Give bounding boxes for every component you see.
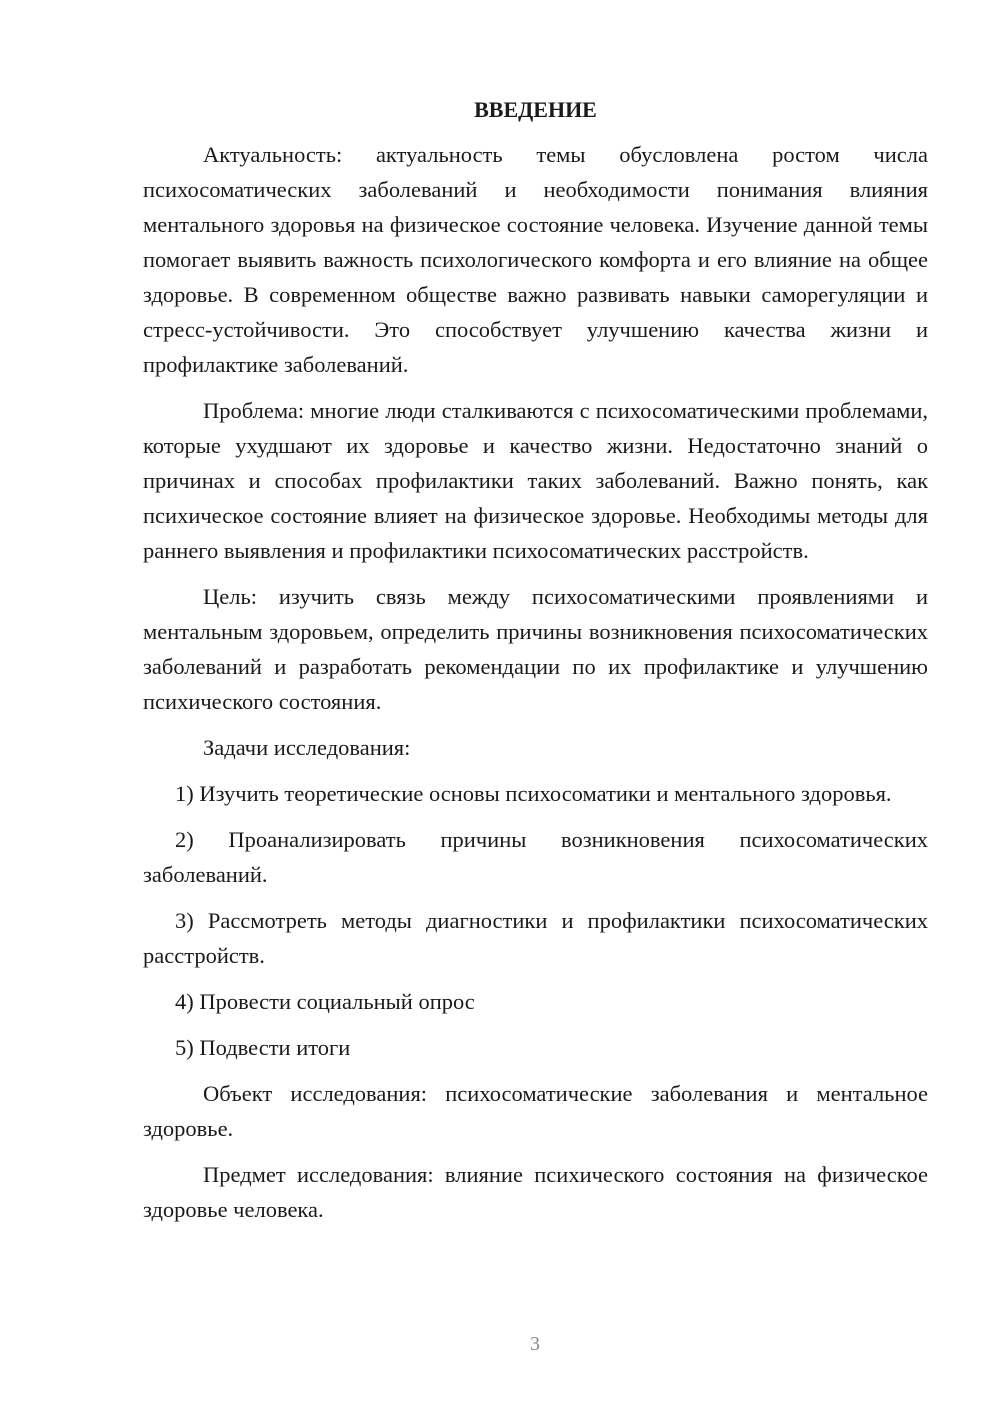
page-number: 3 xyxy=(530,1333,540,1355)
paragraph-object: Объект исследования: психосоматические заболевания и ментальное здоровье. xyxy=(143,1081,928,1141)
task-item-1: 1) Изучить теоретические основы психосоматики и ментального здоровья. xyxy=(175,781,892,806)
page-content xyxy=(143,95,928,1238)
paragraph-relevance: Актуальность: актуальность темы обусловлена ростом числа психосоматических заболеваний и необходимости понимания влияния ментального здоровья на физическое состояние человека. Изучение данной темы помогает выявить важность психологического комфорта и его влияние на общее здоровье. В современном обществе важно развивать навыки саморегуляции и стресс-устойчивости. Это способствует улучшению качества жизни и профилактике заболеваний. xyxy=(143,142,928,377)
task-item-2: 2) Проанализировать причины возникновения психосоматических заболеваний. xyxy=(143,827,928,887)
paragraph-subject: Предмет исследования: влияние психического состояния на физическое здоровье человека. xyxy=(143,1162,928,1222)
task-item-5: 5) Подвести итоги xyxy=(175,1035,351,1060)
paragraph-goal: Цель: изучить связь между психосоматическими проявлениями и ментальным здоровьем, определить причины возникновения психосоматических заболеваний и разработать рекомендации по их профилактике и улучшению психического состояния. xyxy=(143,584,928,714)
tasks-heading: Задачи исследования: xyxy=(203,735,411,760)
task-item-4: 4) Провести социальный опрос xyxy=(175,989,475,1014)
section-title: ВВЕДЕНИЕ xyxy=(474,97,597,122)
task-item-3: 3) Рассмотреть методы диагностики и профилактики психосоматических расстройств. xyxy=(143,908,928,968)
paragraph-problem: Проблема: многие люди сталкиваются с психосоматическими проблемами, которые ухудшают их здоровье и качество жизни. Недостаточно знаний о причинах и способах профилактики таких заболеваний. Важно понять, как психическое состояние влияет на физическое здоровье. Необходимы методы для раннего выявления и профилактики психосоматических расстройств. xyxy=(143,398,928,563)
